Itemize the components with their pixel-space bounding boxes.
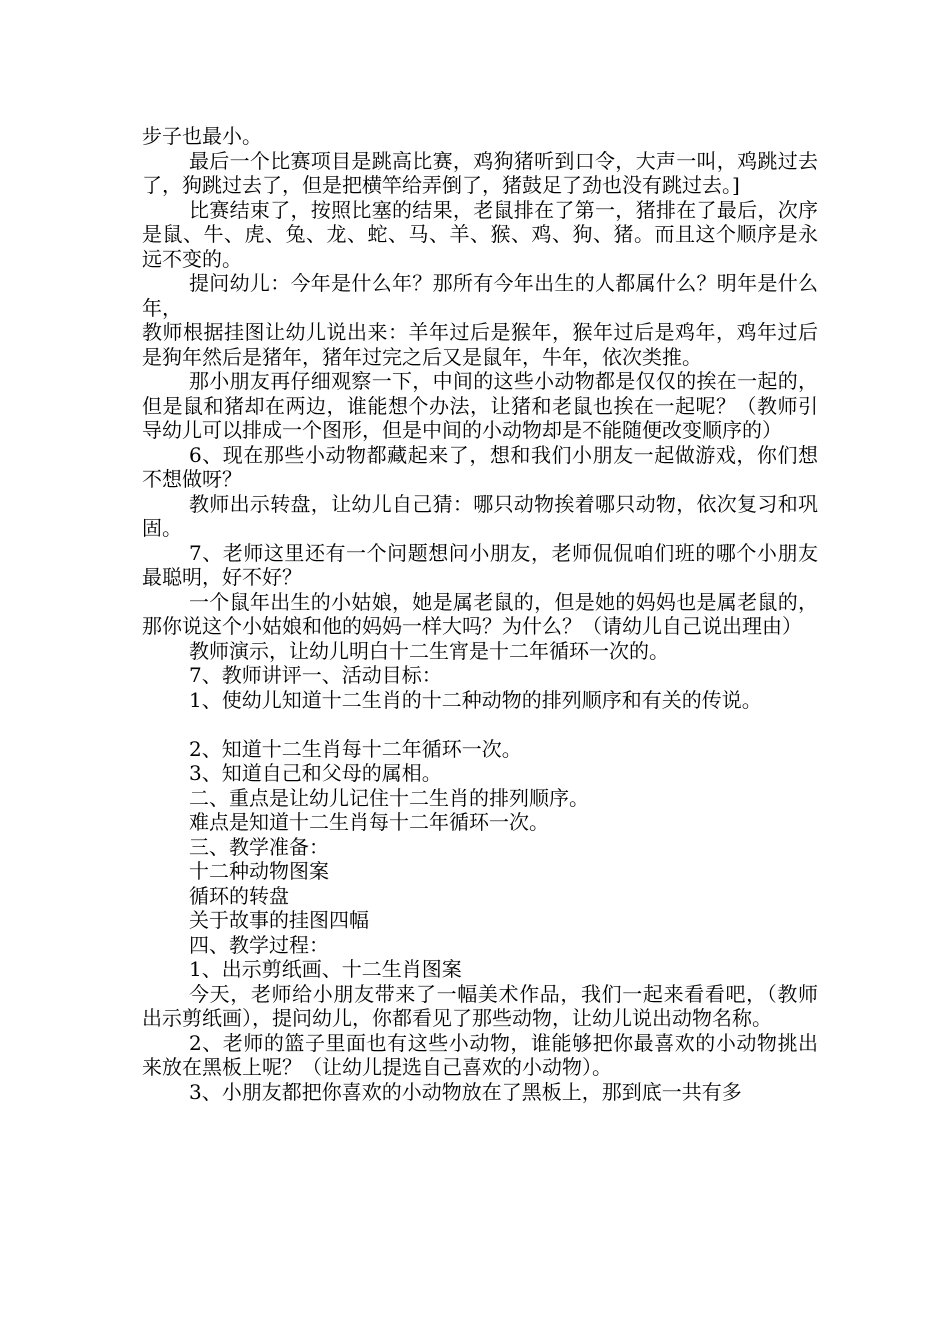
paragraph-6: 那小朋友再仔细观察一下，中间的这些小动物都是仅仅的挨在一起的，但是鼠和猪却在两边，谁能想个办法，让猪和老鼠也挨在一起呢？（教师引导幼儿可以排成一个图形，但是中间的小动物却是不能随便改变顺序的） [142,369,818,442]
paragraph-10: 一个鼠年出生的小姑娘，她是属老鼠的，但是她的妈妈也是属老鼠的，那你说这个小姑娘和他的妈妈一样大吗？为什么？（请幼儿自己说出理由） [142,589,818,638]
paragraph-23: 四、教学过程： [189,932,329,957]
paragraph-17: 二、重点是让幼儿记住十二生肖的排列顺序。 [189,785,589,810]
paragraph-20: 十二种动物图案 [189,859,329,883]
document-page [142,124,818,1104]
paragraph-22: 关于故事的挂图四幅 [189,908,369,932]
paragraph-26: 2、老师的篮子里面也有这些小动物，谁能够把你最喜欢的小动物挑出来放在黑板上呢？（让幼儿提选自己喜欢的小动物）。 [142,1030,818,1079]
paragraph-2: 最后一个比赛项目是跳高比赛，鸡狗猪听到口令，大声一叫，鸡跳过去了，狗跳过去了，但是把横竿给弄倒了，猪鼓足了劲也没有跳过去。] [142,148,818,197]
paragraph-12: 7、教师讲评一、活动目标： [189,663,442,687]
paragraph-27: 3、小朋友都把你喜欢的小动物放在了黑板上，那到底一共有多 [189,1079,742,1104]
paragraph-4: 提问幼儿：今年是什么年？那所有今年出生的人都属什么？明年是什么年， [142,271,818,320]
paragraph-13: 1、使幼儿知道十二生肖的十二种动物的排列顺序和有关的传说。 [189,687,762,712]
blank-line [142,712,818,737]
paragraph-19: 三、教学准备： [189,834,329,859]
paragraph-5: 教师根据挂图让幼儿说出来：羊年过后是猴年，猴年过后是鸡年，鸡年过后是狗年然后是猪年，猪年过完之后又是鼠年，牛年，依次类推。 [142,320,818,369]
paragraph-11: 教师演示，让幼儿明白十二生宵是十二年循环一次的。 [189,638,669,663]
paragraph-25: 今天，老师给小朋友带来了一幅美术作品，我们一起来看看吧，（教师出示剪纸画），提问幼儿，你都看见了那些动物，让幼儿说出动物名称。 [142,981,818,1030]
paragraph-8: 教师出示转盘，让幼儿自己猜：哪只动物挨着哪只动物，依次复习和巩固。 [142,491,818,540]
paragraph-7: 6、现在那些小动物都藏起来了，想和我们小朋友一起做游戏，你们想不想做呀？ [142,442,818,491]
paragraph-16: 3、知道自己和父母的属相。 [189,761,442,785]
paragraph-1: 步子也最小。 [142,124,262,148]
paragraph-15: 2、知道十二生肖每十二年循环一次。 [189,736,522,761]
paragraph-3: 比赛结束了，按照比塞的结果，老鼠排在了第一，猪排在了最后，次序是鼠、牛、虎、兔、龙、蛇、马、羊、猴、鸡、狗、猪。而且这个顺序是永远不变的。 [142,197,818,271]
paragraph-24: 1、出示剪纸画、十二生肖图案 [189,957,462,981]
paragraph-9: 7、老师这里还有一个问题想问小朋友，老师侃侃咱们班的哪个小朋友最聪明，好不好？ [142,540,818,589]
paragraph-18: 难点是知道十二生肖每十二年循环一次。 [189,810,549,834]
paragraph-21: 循环的转盘 [189,883,289,908]
